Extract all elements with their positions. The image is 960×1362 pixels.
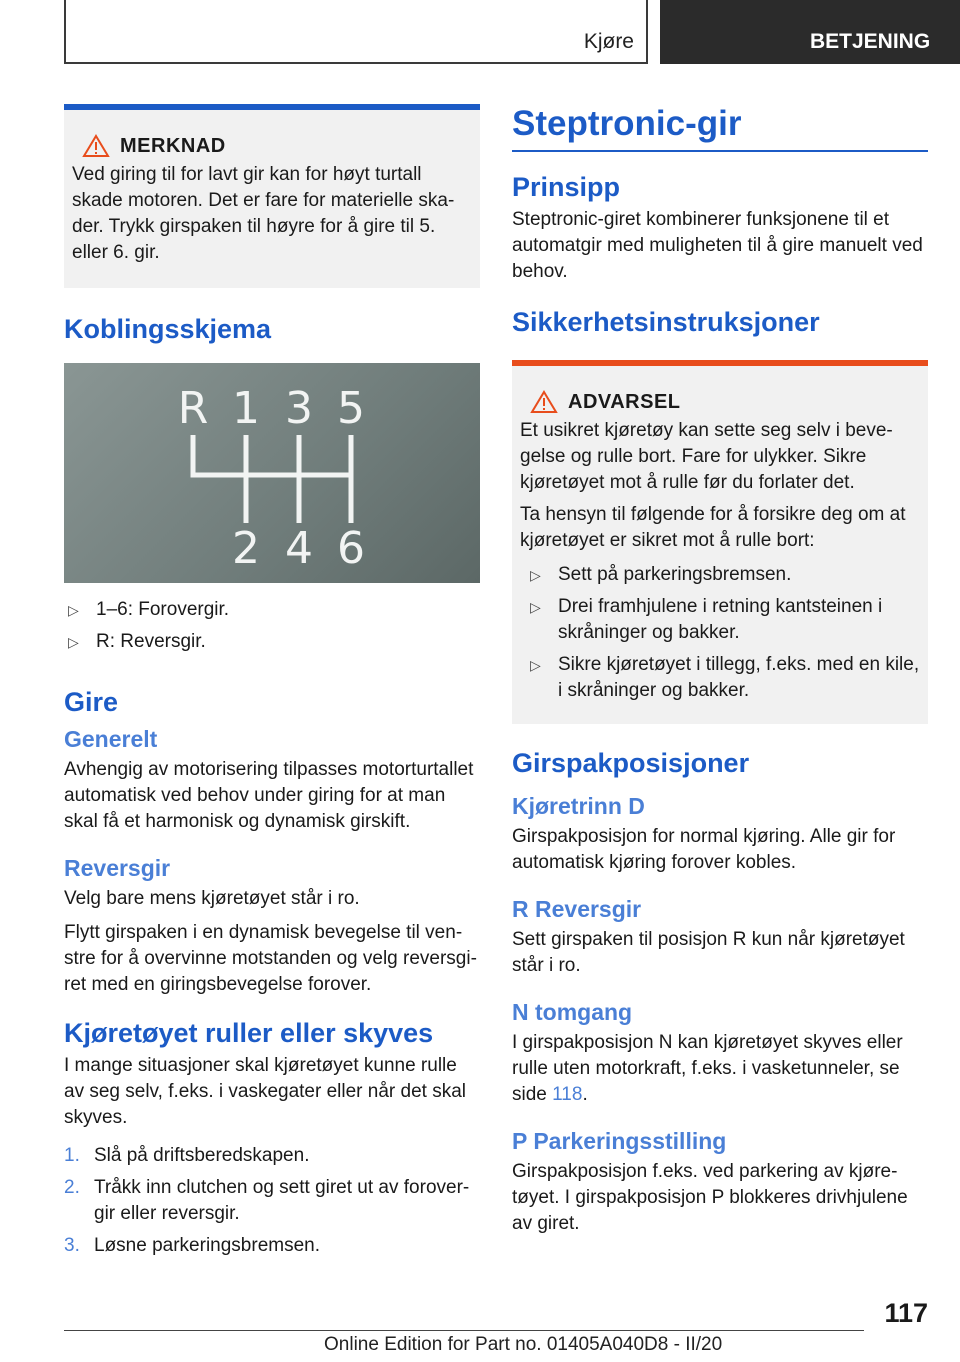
gear-label-5: 5 <box>337 383 365 434</box>
gear-label-6: 6 <box>337 523 365 574</box>
prinsipp-text: Steptronic-giret kombinerer funksjonene til et automatgir med muligheten til å gire manuelt ved behov. <box>512 209 923 282</box>
prinsipp-heading: Prinsipp <box>512 172 621 202</box>
koblingsskjema-heading: Koblingsskjema <box>64 314 272 344</box>
gear-label-4: 4 <box>285 523 313 574</box>
header-section-title: Kjøre <box>583 30 634 53</box>
generelt-text: Avhengig av motorisering tilpasses motorturtallet automatisk ved behov under giring for at man skal få et harmonisk og dynamisk girskift. <box>64 759 474 832</box>
gear-label-r: R <box>177 383 209 434</box>
note-title <box>82 134 472 158</box>
shift-gate-lines <box>193 435 351 523</box>
gear-label-3: 3 <box>285 383 313 434</box>
r-reversgir-heading: R Reversgir <box>512 896 642 922</box>
title-rule <box>512 104 928 152</box>
list-item: 1. Slå på driftsberedskapen. <box>64 1145 310 1166</box>
footer-rule <box>64 1330 864 1331</box>
warning-bullets <box>520 562 920 704</box>
n-tomgang-text: I girspakposisjon N kan kjøretøyet skyves eller rulle uten motorkraft, f.eks. i vasketunneler, se side 118. <box>512 1032 903 1105</box>
note-box <box>64 104 480 288</box>
reversgir-p2: Flytt girspaken i en dynamisk bevegelse til venstre for å overvinne motstanden og velg reversgiret med en giringsbevegelse forover. <box>64 922 477 995</box>
header-chapter-tab: BETJENING <box>660 0 960 64</box>
gear-bullets <box>64 597 480 655</box>
list-item: 3. Løsne parkeringsbremsen. <box>64 1235 320 1256</box>
bullet-triangle-icon: ▷ <box>530 599 541 615</box>
reversgir-p1: Velg bare mens kjøretøyet står i ro. <box>64 888 360 909</box>
warning-triangle-icon <box>530 390 558 414</box>
girspak-heading: Girspakposisjoner <box>512 748 750 778</box>
list-item: ▷ 1–6: Forovergir. <box>64 597 480 623</box>
kjoretrinn-d-heading: Kjøretrinn D <box>512 793 645 819</box>
warning-title-text: ADVARSEL <box>568 390 681 413</box>
bullet-triangle-icon: ▷ <box>68 602 79 618</box>
bullet-triangle-icon: ▷ <box>68 634 79 650</box>
bullet-triangle-icon: ▷ <box>530 657 541 673</box>
footer-edition: Online Edition for Part no. 01405A040D8 - II/20 <box>324 1334 723 1355</box>
kjoretrinn-d-text: Girspakposisjon for normal kjøring. Alle gir for automatisk kjøring forover kobles. <box>512 826 896 873</box>
page-number: 117 <box>884 1298 928 1328</box>
p-parkering-heading: P Parkeringsstilling <box>512 1128 727 1154</box>
gear-label-2: 2 <box>232 523 260 574</box>
shift-pattern-diagram <box>64 363 480 583</box>
note-text: Ved giring til for lavt gir kan for høyt turtall skade motoren. Det er fare for materielle skader. Trykk girspaken til høyre for å gire til 5. eller 6. gir. <box>72 164 455 263</box>
p-parkering-text: Girspakposisjon f.eks. ved parkering av kjøretøyet. I girspakposisjon P blokkeres drivhjulene av giret. <box>512 1161 908 1234</box>
list-item: ▷ Sett på parkeringsbremsen. <box>526 562 920 588</box>
list-item: ▷ R: Reversgir. <box>64 629 480 655</box>
r-reversgir-text: Sett girspaken til posisjon R kun når kjøretøyet står i ro. <box>512 929 905 976</box>
ruller-heading: Kjøretøyet ruller eller skyves <box>64 1018 434 1048</box>
note-title-text: MERKNAD <box>120 134 226 157</box>
warning-p2: Ta hensyn til følgende for å forsikre deg om at kjøretøyet er sikret mot å rulle bort: <box>520 504 906 551</box>
ruller-steps <box>64 1143 480 1259</box>
warning-title <box>530 390 920 414</box>
list-item: ▷ Drei framhjulene i retning kantsteinen i skråninger og bakker. <box>526 594 920 646</box>
gear-label-1: 1 <box>232 383 260 434</box>
bullet-triangle-icon: ▷ <box>530 567 541 583</box>
sikkerhet-heading: Sikkerhetsinstruksjoner <box>512 307 820 337</box>
reversgir-heading: Reversgir <box>64 855 171 881</box>
left-column <box>64 104 480 1265</box>
page-link-118[interactable]: 118 <box>552 1084 583 1105</box>
warning-p1: Et usikret kjøretøy kan sette seg selv i bevegelse og rulle bort. Fare for ulykker. Sikre kjøretøyet mot å rulle før du forlater det. <box>520 420 893 493</box>
ruller-text: I mange situasjoner skal kjøretøyet kunne rulle av seg selv, f.eks. i vaskegater eller når det skal skyves. <box>64 1055 466 1128</box>
right-column <box>512 104 928 1245</box>
page-title: Steptronic-gir <box>512 104 742 143</box>
header-section-box <box>64 0 648 64</box>
generelt-heading: Generelt <box>64 726 158 752</box>
warning-triangle-icon <box>82 134 110 158</box>
list-item: ▷ Sikre kjøretøyet i tillegg, f.eks. med en kile, i skråninger og bakker. <box>526 652 920 704</box>
n-tomgang-heading: N tomgang <box>512 999 633 1025</box>
warning-box <box>512 360 928 724</box>
list-item: 2. Tråkk inn clutchen og sett giret ut av forovergir eller reversgir. <box>64 1177 470 1224</box>
gire-heading: Gire <box>64 687 119 717</box>
